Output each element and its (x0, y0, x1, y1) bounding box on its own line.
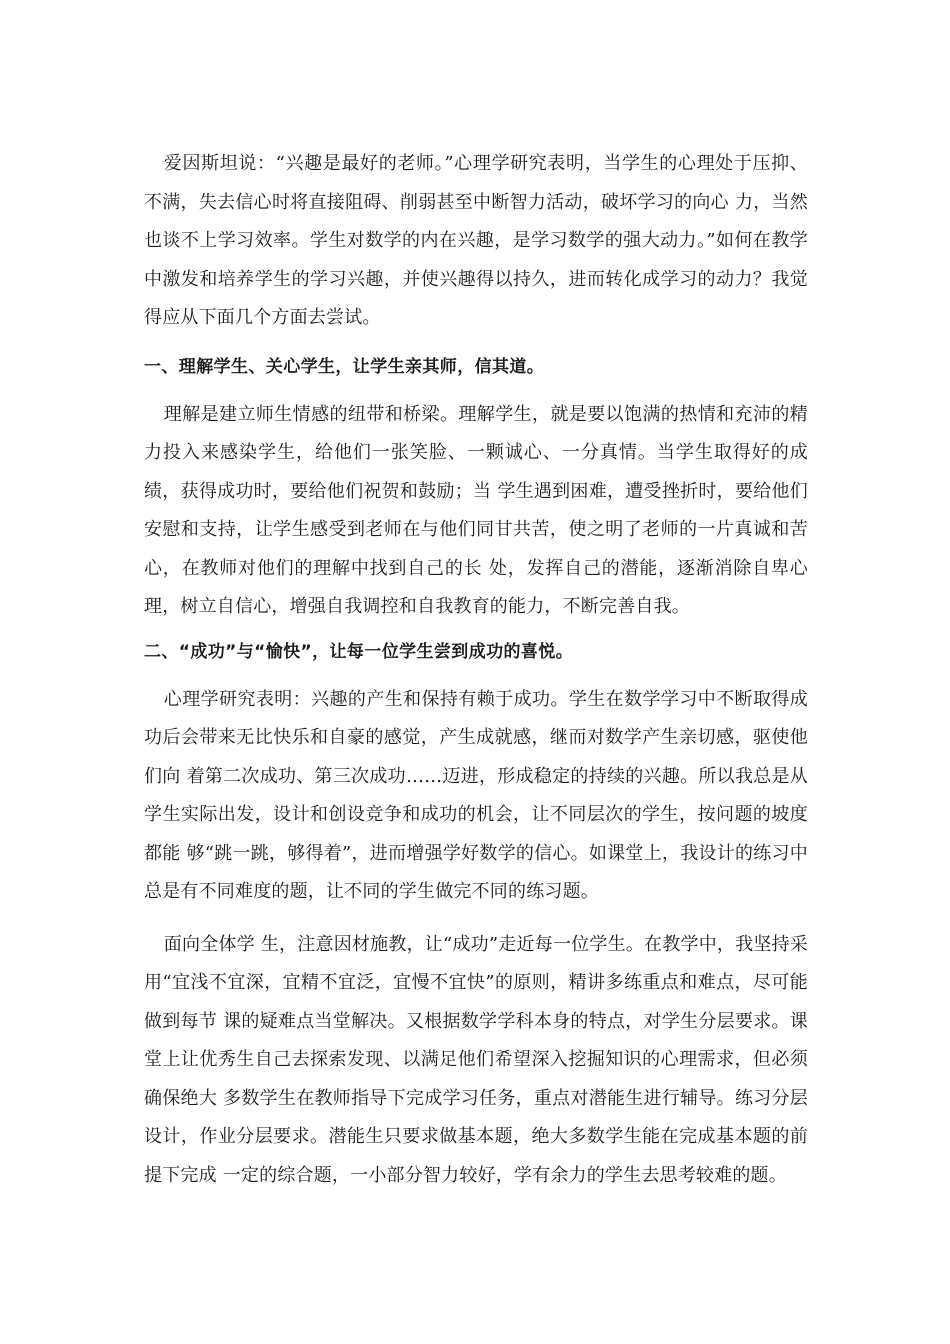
document-page (144, 145, 808, 1195)
section-heading-2: 二、“成功”与“愉快”，让每一位学生尝到成功的喜悦。 (144, 641, 574, 662)
section-2-paragraph-2: 面向全体学 生，注意因材施教，让“成功”走近每一位学生。在教学中，我坚持采用“宜浅不宜深，宜精不宜泛，宜慢不宜快”的原则，精讲多练重点和难点，尽可能做到每节 课的疑难点当堂解决。又根据数学学科本身的特点，对学生分层要求。课堂上让优秀生自己去探索发现、以满足他们希望深入挖掘知识的心理需求，但必须确保绝大 多数学生在教师指导下完成学习任务，重点对潜能生进行辅导。练习分层设计，作业分层要求。潜能生只要求做基本题，绝大多数学生能在完成基本题的前提下完成 一定的综合题，一小部分智力较好，学有余力的学生去思考较难的题。 (144, 933, 808, 1186)
spacer (144, 338, 808, 348)
intro-paragraph: 爱因斯坦说：“兴趣是最好的老师。”心理学研究表明，当学生的心理处于压抑、不满，失去信心时将直接阻碍、削弱甚至中断智力活动，破坏学习的向心 力，当然也谈不上学习效率。学生对数学的内在兴趣，是学习数学的强大动力。”如何在教学中激发和培养学生的学习兴趣，并使兴趣得以持久，进而转化成学习的动力？我觉得应从下面几个方面去尝试。 (144, 153, 808, 328)
spacer (144, 386, 808, 396)
section-heading-1: 一、理解学生、关心学生，让学生亲其师，信其道。 (144, 356, 545, 377)
spacer (144, 912, 808, 926)
section-1-paragraph: 理解是建立师生情感的纽带和桥梁。理解学生，就是要以饱满的热情和充沛的精力投入来感染学生，给他们一张笑脸、一颗诚心、一分真情。当学生取得好的成绩，获得成功时，要给他们祝贺和鼓励；当 学生遇到困难，遭受挫折时，要给他们安慰和支持，让学生感受到老师在与他们同甘共苦，使之明了老师的一片真诚和苦心，在教师对他们的理解中找到自己的长 处，发挥自己的潜能，逐渐消除自卑心理，树立自信心，增强自我调控和自我教育的能力，不断完善自我。 (144, 403, 808, 617)
spacer (144, 671, 808, 681)
section-2-paragraph-1: 心理学研究表明：兴趣的产生和保持有赖于成功。学生在数学学习中不断取得成功后会带来无比快乐和自豪的感觉，产生成就感，继而对数学产生亲切感，驱使他们向 着第二次成功、第三次成功……迈进，形成稳定的持续的兴趣。所以我总是从学生实际出发，设计和创设竞争和成功的机会，让不同层次的学生，按问题的坡度都能 够“跳一跳，够得着”，进而增强学好数学的信心。如课堂上，我设计的练习中总是有不同难度的题，让不同的学生做完不同的练习题。 (144, 688, 808, 902)
